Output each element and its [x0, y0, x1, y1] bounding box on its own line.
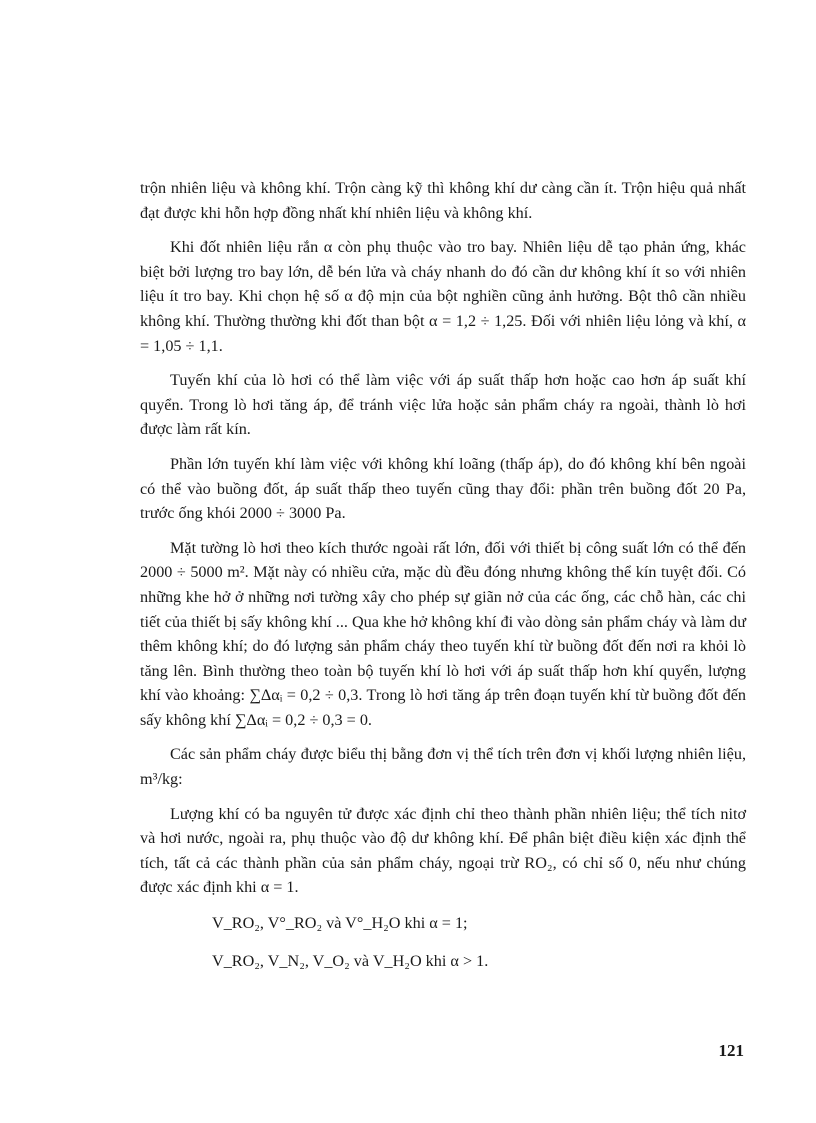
paragraph: Tuyến khí của lò hơi có thể làm việc với áp suất thấp hơn hoặc cao hơn áp suất khí quyển. Trong lò hơi tăng áp, để tránh việc lửa hoặc sản phẩm cháy ra ngoài, thành lò hơi được làm rất kín.	[140, 371, 746, 439]
formula-alpha-greater-one: V_RO₂, V_N₂, V_O₂ và V_H₂O khi α > 1.	[212, 952, 489, 971]
formula-alpha-equal-one: V_RO₂, V°_RO₂ và V°_H₂O khi α = 1;	[212, 914, 468, 933]
body-text	[140, 176, 746, 986]
page-number: 121	[718, 1041, 744, 1060]
paragraph: Lượng khí có ba nguyên tử được xác định chỉ theo thành phần nhiên liệu; thể tích nitơ và hơi nước, ngoài ra, phụ thuộc vào độ dư không khí. Để phân biệt điều kiện xác định thể tích, tất cả các thành phần của sản phẩm cháy, ngoại trừ RO₂, có chỉ số 0, nếu như chúng được xác định khi α = 1.	[140, 804, 746, 897]
paragraph: Mặt tường lò hơi theo kích thước ngoài rất lớn, đối với thiết bị công suất lớn có thể đến 2000 ÷ 5000 m². Mặt này có nhiều cửa, mặc dù đều đóng nhưng không thể kín tuyệt đối. Có những khe hở ở những nơi tường xây cho phép sự giãn nở của các ống, các chỗ hàn, các chi tiết của thiết bị sấy không khí ... Qua khe hở không khí đi vào dòng sản phẩm cháy và làm dư thêm không khí; do đó lượng sản phẩm cháy theo tuyến khí từ buồng đốt đến nơi ra khỏi lò tăng lên. Bình thường theo toàn bộ tuyến khí lò hơi với áp suất thấp hơn khí quyển, lượng khí vào khoảng: ∑Δαᵢ = 0,2 ÷ 0,3. Trong lò hơi tăng áp trên đoạn tuyến khí từ buồng đốt đến sấy không khí ∑Δαᵢ = 0,2 ÷ 0,3 = 0.	[140, 538, 746, 729]
paragraph: Phần lớn tuyến khí làm việc với không khí loãng (thấp áp), do đó không khí bên ngoài có thể vào buồng đốt, áp suất thấp theo tuyến cũng thay đổi: phần trên buồng đốt 20 Pa, trước ống khói 2000 ÷ 3000 Pa.	[140, 454, 746, 523]
paragraph: Các sản phẩm cháy được biểu thị bằng đơn vị thể tích trên đơn vị khối lượng nhiên liệu, m³/kg:	[140, 745, 746, 789]
paragraph: Khi đốt nhiên liệu rắn α còn phụ thuộc vào tro bay. Nhiên liệu dễ tạo phản ứng, khác biệt bởi lượng tro bay lớn, dễ bén lửa và cháy nhanh do đó cần dư không khí ít so với nhiên liệu ít tro bay. Khi chọn hệ số α độ mịn của bột nghiền cũng ảnh hưởng. Bột thô cần nhiều không khí. Thường thường khi đốt than bột α = 1,2 ÷ 1,25. Đối với nhiên liệu lỏng và khí, α = 1,05 ÷ 1,1.	[140, 238, 746, 355]
paragraph: trộn nhiên liệu và không khí. Trộn càng kỹ thì không khí dư càng cần ít. Trộn hiệu quả nhất đạt được khi hỗn hợp đồng nhất khí nhiên liệu và không khí.	[140, 179, 746, 222]
